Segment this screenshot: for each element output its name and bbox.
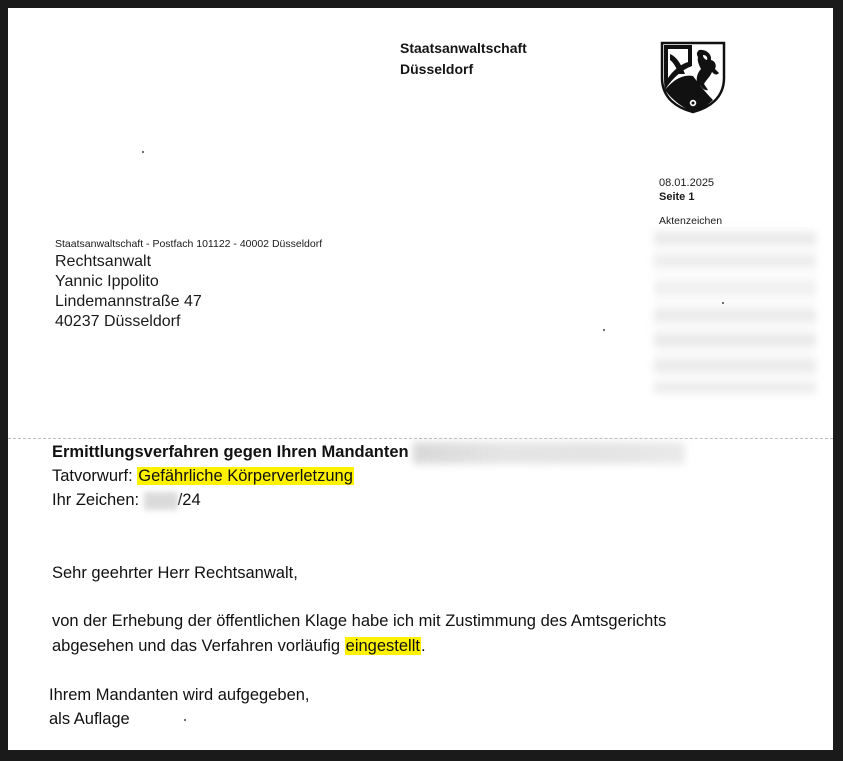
org-city: Düsseldorf — [400, 61, 474, 77]
letter-page — [8, 8, 833, 750]
recipient-street: Lindemannstraße 47 — [55, 293, 202, 310]
greeting: Sehr geehrter Herr Rechtsanwalt, — [52, 564, 298, 582]
subject-line — [52, 440, 685, 464]
highlighted-word: eingestellt — [345, 637, 420, 655]
letter-date: 08.01.2025 — [659, 177, 715, 189]
page-number: Seite 1 — [659, 191, 695, 203]
paragraph-2-line-1: Ihrem Mandanten wird aufgegeben, — [49, 686, 310, 704]
sender-line: Staatsanwaltschaft - Postfach 101122 - 40002 Düsseldorf — [55, 238, 323, 250]
scan-speck — [142, 151, 144, 153]
reference-suffix: /24 — [177, 491, 201, 509]
org-name: Staatsanwaltschaft — [400, 40, 527, 56]
reference-label: Ihr Zeichen: — [52, 491, 144, 509]
reference-line — [52, 488, 685, 512]
paragraph-1-line-1: von der Erhebung der öffentlichen Klage habe ich mit Zustimmung des Amtsgerichts — [52, 612, 667, 630]
subject-title: Ermittlungsverfahren gegen Ihren Mandanten — [52, 443, 409, 461]
file-number-label: Aktenzeichen — [659, 215, 723, 227]
fold-mark-line — [8, 438, 833, 439]
date-block — [659, 176, 714, 204]
redacted-contact-block — [654, 228, 816, 396]
nrw-coat-of-arms-icon — [659, 40, 727, 114]
recipient-name: Yannic Ippolito — [55, 273, 159, 290]
paragraph-1-line-2 — [52, 634, 666, 659]
scan-speck — [603, 329, 605, 331]
redacted-reference — [144, 492, 178, 510]
scan-speck — [722, 302, 724, 304]
body-paragraph-2 — [49, 683, 310, 731]
letterhead-org — [400, 38, 527, 80]
paragraph-1-text: abgesehen und das Verfahren vorläufig — [52, 637, 345, 655]
redacted-client-name — [413, 442, 685, 464]
charge-value: Gefährliche Körperverletzung — [138, 467, 353, 485]
charge-label: Tatvorwurf: — [52, 467, 138, 485]
recipient-city: 40237 Düsseldorf — [55, 313, 181, 330]
body-paragraph-1 — [52, 609, 666, 659]
charge-line — [52, 464, 685, 488]
subject-block — [52, 440, 685, 512]
scan-speck — [184, 719, 186, 721]
recipient-title: Rechtsanwalt — [55, 253, 152, 270]
paragraph-1-end: . — [420, 637, 426, 655]
paragraph-2-line-2: als Auflage — [49, 710, 130, 728]
recipient-address — [55, 252, 202, 332]
